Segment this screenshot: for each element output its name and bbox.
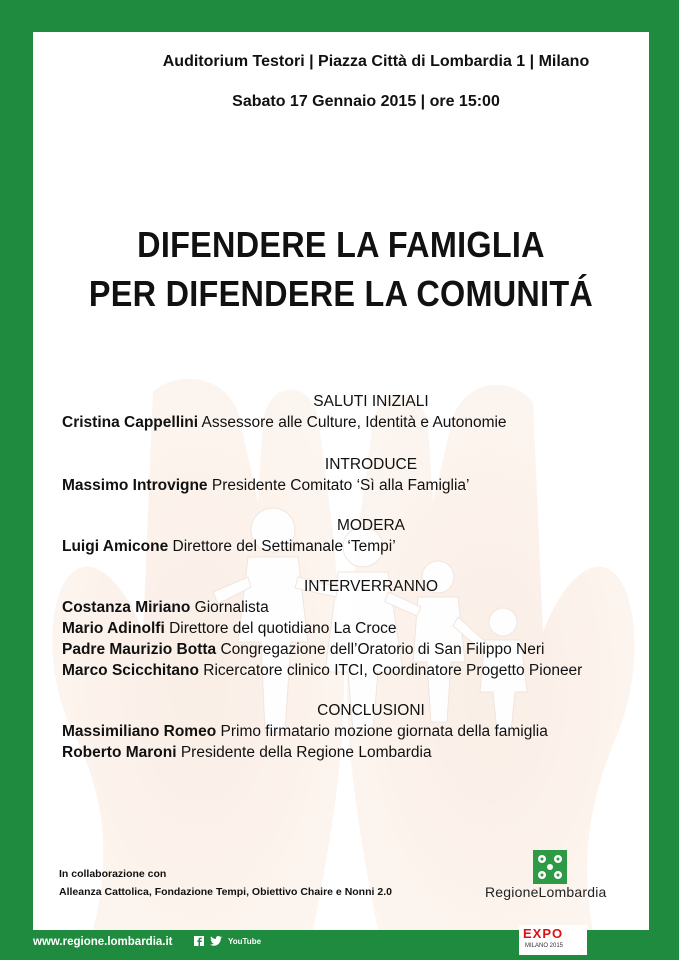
regione-lombardia-logo-text: RegioneLombardia [485, 884, 607, 900]
speaker-name: Massimo Introvigne [62, 477, 208, 494]
speaker-row [62, 538, 396, 556]
speaker-row [62, 662, 582, 680]
speaker-name: Costanza Miriano [62, 599, 191, 616]
speaker-role: Primo firmatario mozione giornata della famiglia [220, 723, 548, 740]
date-line: Sabato 17 Gennaio 2015 | ore 15:00 [232, 93, 500, 110]
speaker-name: Roberto Maroni [62, 744, 177, 761]
speaker-name: Marco Scicchitano [62, 662, 199, 679]
speaker-row [62, 599, 269, 617]
speaker-role: Direttore del Settimanale ‘Tempi’ [172, 538, 396, 555]
poster-panel [33, 32, 649, 930]
event-title [64, 220, 618, 318]
website-link[interactable]: www.regione.lombardia.it [33, 936, 173, 948]
speaker-name: Cristina Cappellini [62, 414, 199, 431]
title-line-1: DIFENDERE LA FAMIGLIA [137, 224, 545, 265]
speaker-role: Assessore alle Culture, Identità e Autonomie [201, 414, 507, 431]
section-heading-modera: MODERA [336, 517, 406, 534]
section-heading-introduce: INTRODUCE [324, 456, 418, 473]
expo-logo-word: EXPO [523, 926, 564, 941]
speaker-role: Direttore del quotidiano La Croce [169, 620, 397, 637]
section-heading-interverranno: INTERVERRANNO [303, 578, 439, 595]
facebook-icon[interactable] [194, 936, 204, 949]
speaker-name: Luigi Amicone [62, 538, 169, 555]
speaker-row [62, 744, 432, 762]
speaker-role: Giornalista [194, 599, 269, 616]
speaker-role: Congregazione dell’Oratorio di San Filippo Neri [220, 641, 545, 658]
section-heading-conclusioni: CONCLUSIONI [317, 702, 425, 719]
speaker-role: Ricercatore clinico ITCI, Coordinatore Progetto Pioneer [203, 662, 583, 679]
expo-logo-subtitle: MILANO 2015 [525, 943, 564, 949]
collaboration-partners: Alleanza Cattolica, Fondazione Tempi, Obiettivo Chaire e Nonni 2.0 [59, 886, 392, 898]
speaker-name: Mario Adinolfi [62, 620, 165, 637]
speaker-row [62, 723, 548, 741]
expo-2015-logo [519, 925, 587, 955]
venue-line: Auditorium Testori | Piazza Città di Lombardia 1 | Milano [162, 53, 590, 70]
youtube-icon[interactable] [228, 936, 261, 947]
section-heading-saluti: SALUTI INIZIALI [313, 393, 429, 410]
collaboration-label: In collaborazione con [59, 868, 167, 880]
speaker-role: Presidente Comitato ‘Sì alla Famiglia’ [211, 477, 470, 494]
speaker-row [62, 414, 507, 432]
speaker-name: Massimiliano Romeo [62, 723, 217, 740]
lombardia-rose-icon [533, 850, 567, 884]
speaker-role: Presidente della Regione Lombardia [180, 744, 432, 761]
speaker-row [62, 477, 469, 495]
youtube-label: YouTube [228, 937, 262, 946]
twitter-icon[interactable] [210, 936, 222, 949]
title-line-2: PER DIFENDERE LA COMUNITÁ [88, 273, 594, 314]
speaker-row [62, 641, 544, 659]
speaker-row [62, 620, 397, 638]
speaker-name: Padre Maurizio Botta [62, 641, 217, 658]
